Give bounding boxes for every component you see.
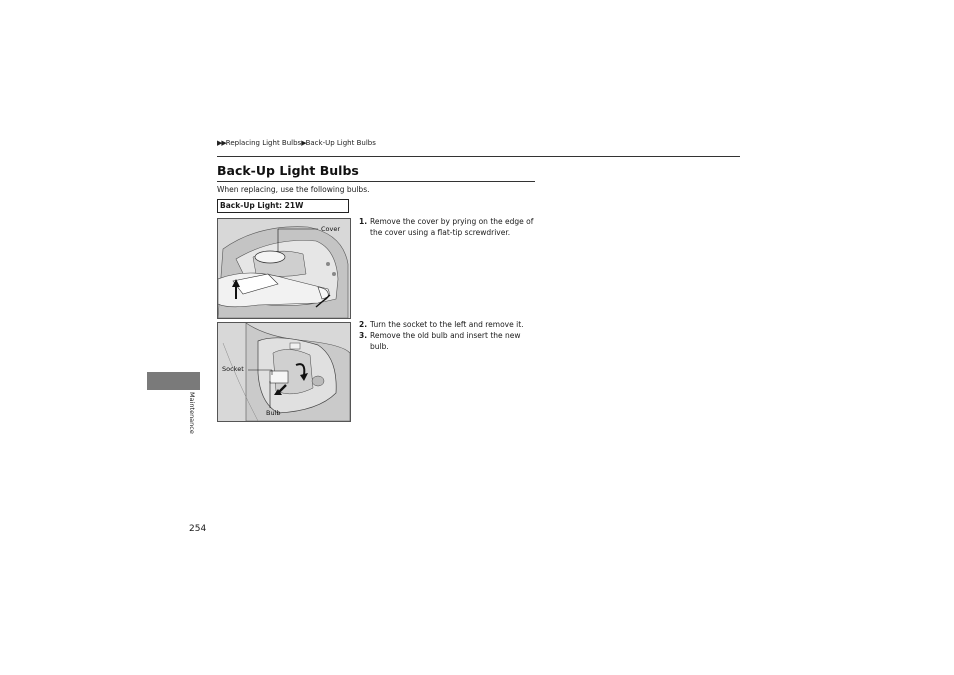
title-divider [217, 181, 535, 182]
section-tab-label: Maintenance [188, 392, 196, 434]
breadcrumb-item-replacing-light-bulbs[interactable]: Replacing Light Bulbs [225, 139, 302, 147]
step-text-continued: bulb. [370, 342, 389, 351]
cover-label: Cover [321, 225, 341, 233]
breadcrumb [217, 139, 376, 147]
step-text: Turn the socket to the left and remove it. [370, 320, 524, 329]
page-title: Back-Up Light Bulbs [217, 163, 359, 178]
arrow-icon: ▶ [301, 139, 306, 147]
socket-label: Socket [222, 365, 244, 373]
intro-text: When replacing, use the following bulbs. [217, 185, 370, 194]
header-divider [217, 156, 740, 157]
step-text-continued: the cover using a flat-tip screwdriver. [370, 228, 511, 237]
step-1 [359, 216, 533, 238]
breadcrumb-item-back-up-light-bulbs[interactable]: Back-Up Light Bulbs [305, 139, 376, 147]
section-tab-marker [147, 372, 200, 390]
step-text: Remove the cover by prying on the edge of [370, 217, 534, 226]
step-number: 1. [359, 217, 368, 226]
page-number: 254 [189, 524, 207, 534]
step-3 [359, 330, 521, 352]
double-arrow-icon: ▶▶ [217, 139, 226, 147]
figure-cover-removal [217, 218, 351, 319]
step-number: 3. [359, 331, 368, 340]
bulb-spec-box: Back-Up Light: 21W [217, 199, 349, 213]
figure-socket-removal [217, 322, 351, 422]
step-2 [359, 319, 524, 330]
step-number: 2. [359, 320, 368, 329]
bulb-label: Bulb [266, 409, 281, 417]
step-text: Remove the old bulb and insert the new [370, 331, 521, 340]
